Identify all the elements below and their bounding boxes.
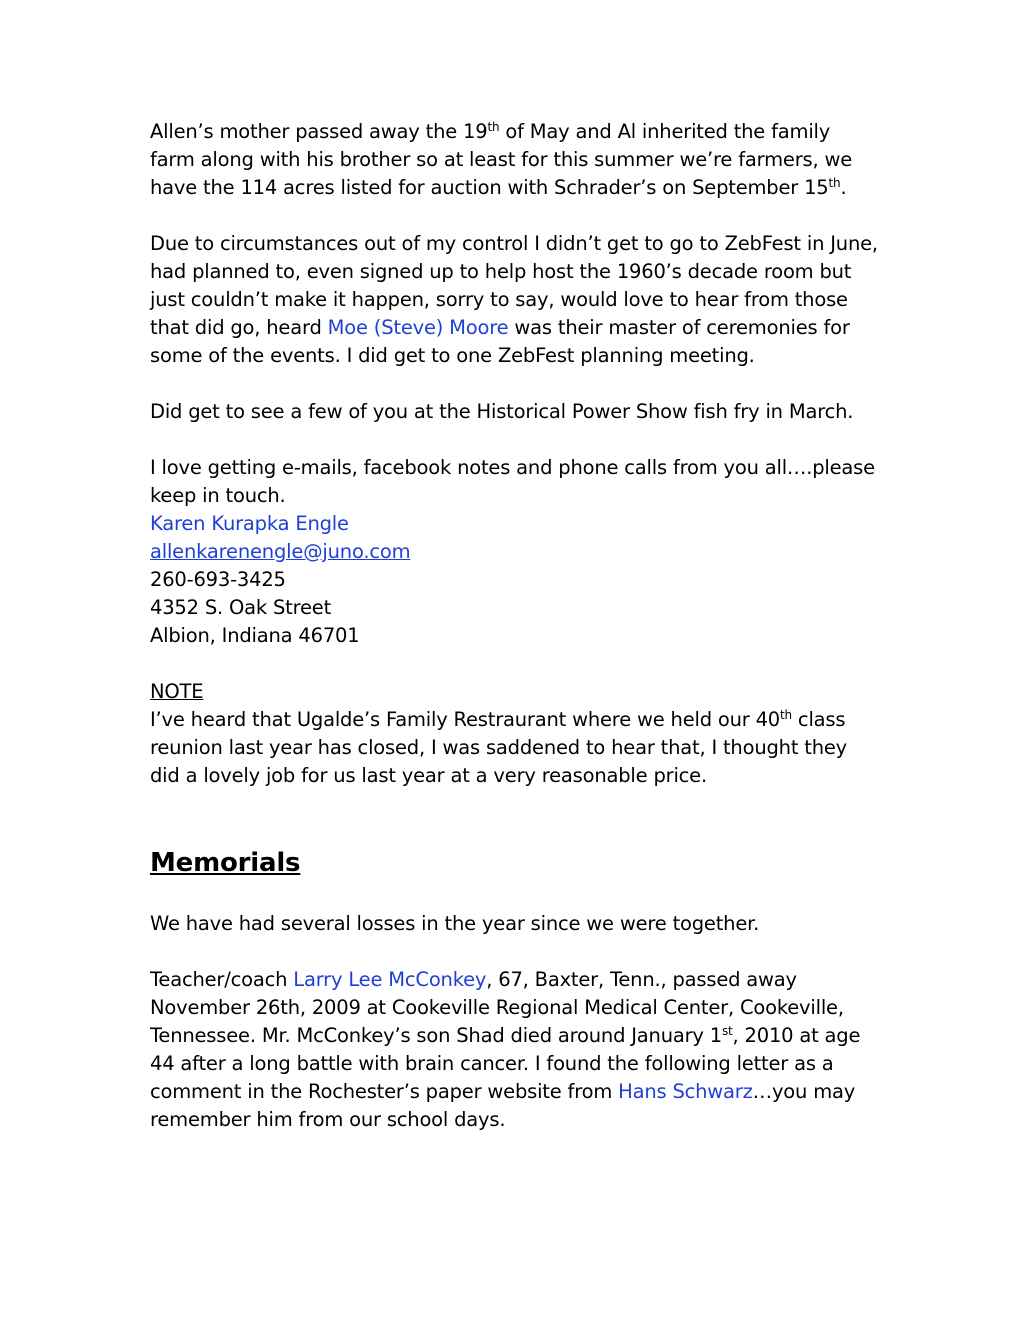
contact-name[interactable]: Karen Kurapka Engle — [150, 512, 349, 535]
memorials-mcconkey-paragraph: Teacher/coach Larry Lee McConkey, 67, Baxter, Tenn., passed away November 26th, 2009 at Cookeville Regional Medical Center, Cookeville, Tennessee. Mr. McConkey’s son Shad died around January 1st, 2010 at age 44 after a long battle with brain cancer. I found the following letter as a comment in the Rochester’s paper website from Hans Schwarz…you may remember him from our school days. — [150, 968, 861, 1131]
paragraph-fish-fry: Did get to see a few of you at the Historical Power Show fish fry in March. — [150, 400, 854, 423]
person-link-hans-schwarz[interactable]: Hans Schwarz — [618, 1080, 753, 1103]
paragraph-farm: Allen’s mother passed away the 19th of May and Al inherited the family farm along with his brother so at least for this summer we’re farmers, we have the 114 acres listed for auction with Schrader’s on September 15th. — [150, 120, 853, 199]
document-page — [150, 118, 880, 1134]
note-heading: NOTE — [150, 680, 204, 703]
person-link-larry-mcconkey[interactable]: Larry Lee McConkey — [293, 968, 487, 991]
memorials-heading: Memorials — [150, 848, 301, 878]
person-link-moe-moore[interactable]: Moe (Steve) Moore — [327, 316, 509, 339]
contact-phone: 260-693-3425 — [150, 568, 286, 591]
memorials-intro: We have had several losses in the year since we were together. — [150, 912, 760, 935]
paragraph-keep-in-touch: I love getting e-mails, facebook notes and phone calls from you all….please keep in touch. — [150, 456, 875, 507]
paragraph-zebfest: Due to circumstances out of my control I didn’t get to go to ZebFest in June, had planned to, even signed up to help host the 1960’s decade room but just couldn’t make it happen, sorry to say, would love to hear from those that did go, heard Moe (Steve) Moore was their master of ceremonies for some of the events. I did get to one ZebFest planning meeting. — [150, 232, 878, 367]
contact-email-link[interactable]: allenkarenengle@juno.com — [150, 540, 411, 563]
contact-city: Albion, Indiana 46701 — [150, 624, 360, 647]
note-paragraph: I’ve heard that Ugalde’s Family Restraurant where we held our 40th class reunion last year has closed, I was saddened to hear that, I thought they did a lovely job for us last year at a very reasonable price. — [150, 708, 848, 787]
contact-block — [150, 510, 880, 650]
contact-street: 4352 S. Oak Street — [150, 596, 332, 619]
